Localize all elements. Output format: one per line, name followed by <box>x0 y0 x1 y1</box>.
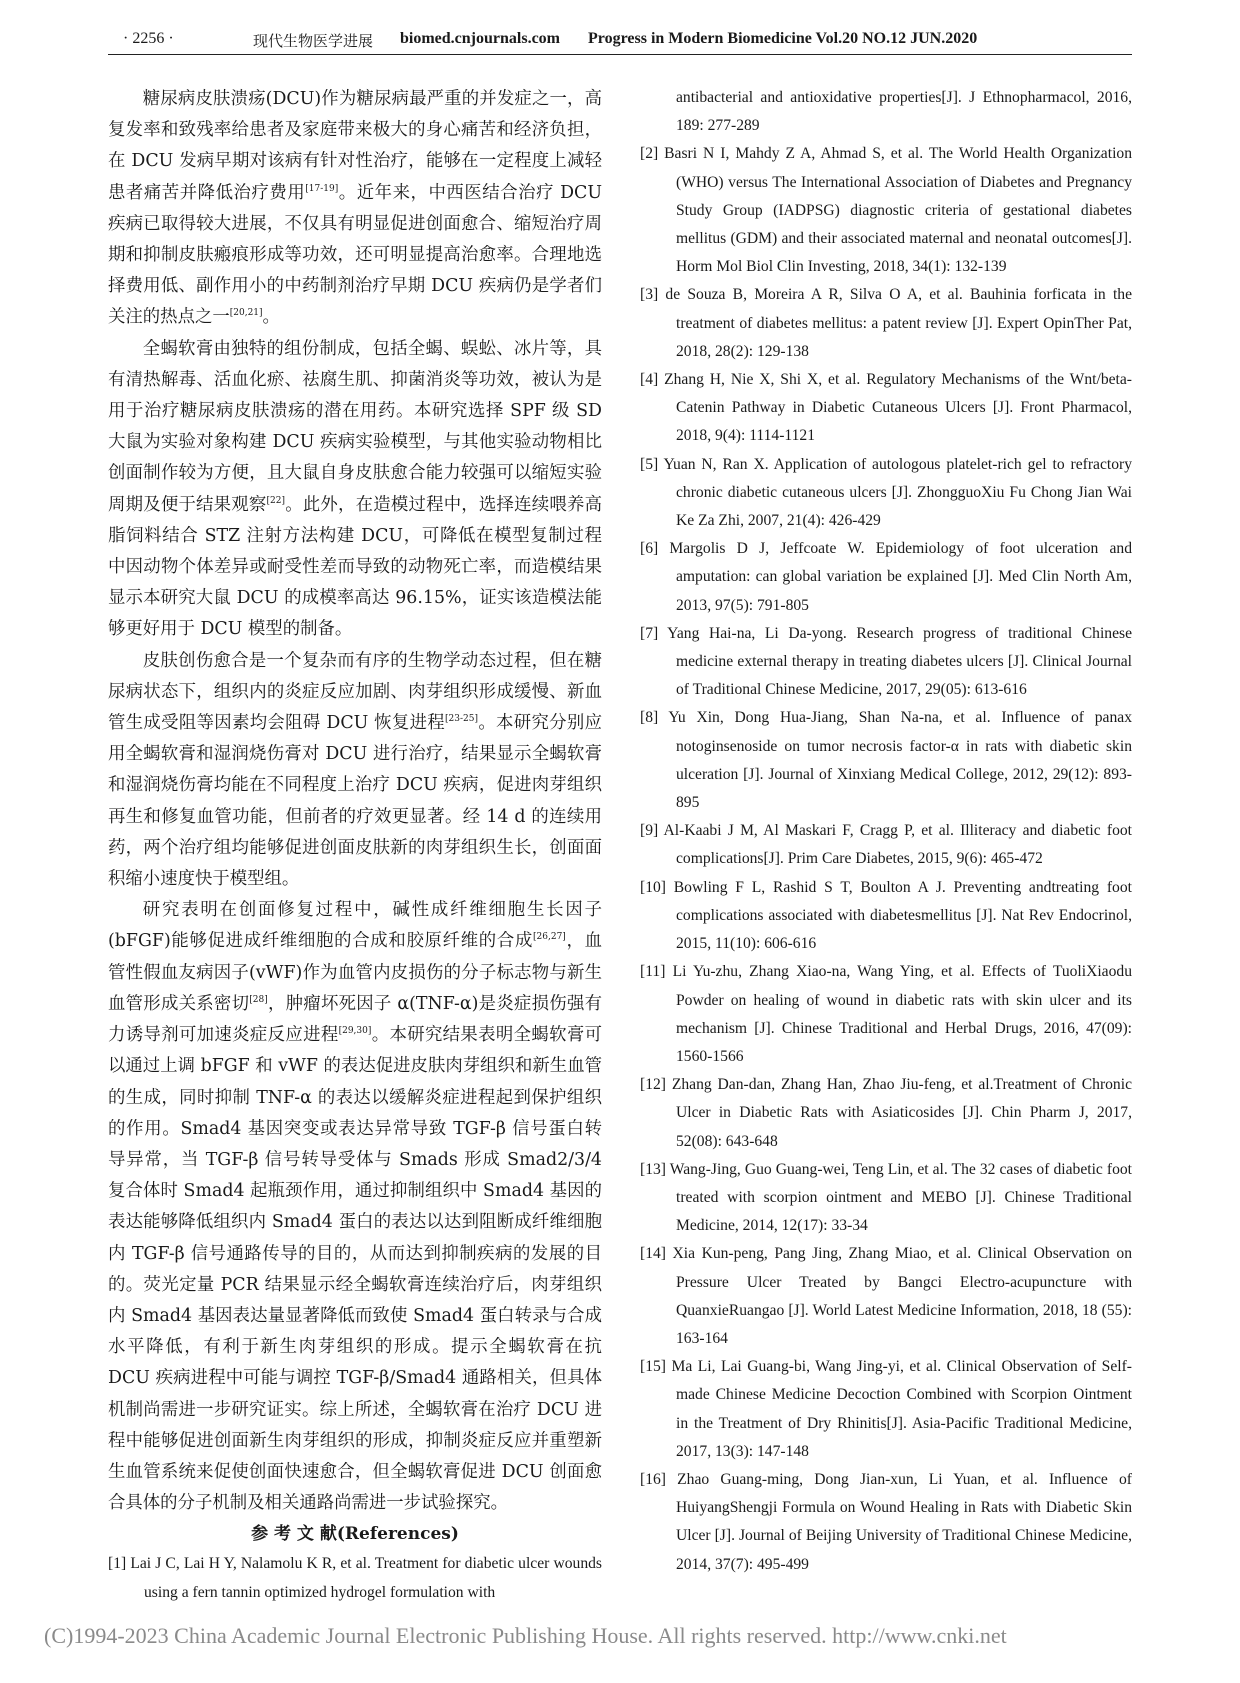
reference-item: [15] Ma Li, Lai Guang-bi, Wang Jing-yi, et al. Clinical Observation of Self-made Chinese Medicine Decoction Combined with Scorpion Ointment in the Treatment of Dry Rhinitis[J]. Asia-Pacific Traditional Medicine, 2017, 13(3): 147-148 <box>640 1358 1132 1460</box>
citation[interactable]: [17-19] <box>305 183 339 194</box>
reference-item: [7] Yang Hai-na, Li Da-yong. Research progress of traditional Chinese medicine external therapy in treating diabetes ulcers [J]. Clinical Journal of Traditional Chinese Medicine, 2017, 29(05): 613-616 <box>640 624 1132 699</box>
reference-item: [4] Zhang H, Nie X, Shi X, et al. Regulatory Mechanisms of the Wnt/beta-Catenin Pathway in Diabetic Cutaneous Ulcers [J]. Front Pharmacol, 2018, 9(4): 1114-1121 <box>640 371 1132 445</box>
reference-item: [5] Yuan N, Ran X. Application of autologous platelet-rich gel to refractory chronic diabetic cutaneous ulcers [J]. ZhongguoXiu Fu Chong Jian Wai Ke Za Zhi, 2007, 21(4): 426-429 <box>640 455 1132 530</box>
discussion-paragraph-3: 皮肤创伤愈合是一个复杂而有序的生物学动态过程，但在糖尿病状态下，组织内的炎症反应加剧、肉芽组织形成缓慢、新血管生成受阻等因素均会阻碍 DCU 恢复进程[23-25]。本研究分别应用全蝎软膏和湿润烧伤膏对 DCU 进行治疗，结果显示全蝎软膏和湿润烧伤膏均能在不同程度上治疗 DCU 疾病，促进肉芽组织再生和修复血管功能，但前者的疗效更显著。经 14 d 的连续用药，两个治疗组均能够促进创面皮肤新的肉芽组织生长，创面面积缩小速度快于模型组。 <box>108 650 602 890</box>
citation[interactable]: [29,30] <box>338 1026 372 1037</box>
copyright-footer: (C)1994-2023 China Academic Journal Electronic Publishing House. All rights reserved. http://www.cnki.net <box>44 1623 1007 1648</box>
citation[interactable]: [22] <box>266 495 285 506</box>
journal-website: biomed.cnjournals.com <box>400 30 560 47</box>
discussion-paragraph-2: 全蝎软膏由独特的组份制成，包括全蝎、蜈蚣、冰片等，具有清热解毒、活血化瘀、祛腐生肌、抑菌消炎等功效，被认为是用于治疗糖尿病皮肤溃疡的潜在用药。本研究选择 SPF 级 SD 大鼠为实验对象构建 DCU 疾病实验模型，与其他实验动物相比创面制作较为方便，且大鼠自身皮肤愈合能力较强可以缩短实验周期及便于结果观察[22]。此外，在造模过程中，选择连续喂养高脂饲料结合 STZ 注射方法构建 DCU，可降低在模型复制过程中因动物个体差异或耐受性差而导致的动物死亡率，而造模结果显示本研究大鼠 DCU 的成模率高达 96.15%，证实该造模法能够更好用于 DCU 模型的制备。 <box>108 338 602 640</box>
page-number: · 2256 · <box>123 30 174 47</box>
reference-item: [9] Al-Kaabi J M, Al Maskari F, Cragg P, et al. Illiteracy and diabetic foot complications[J]. Prim Care Diabetes, 2015, 9(6): 465-472 <box>640 822 1132 868</box>
reference-item: [14] Xia Kun-peng, Pang Jing, Zhang Miao, et al. Clinical Observation on Pressure Ulcer Treated by Bangci Electro-acupuncture with QuanxieRuangao [J]. World Latest Medicine Information, 2018, 18 (55): 163-164 <box>640 1245 1132 1347</box>
reference-item: [1] Lai J C, Lai H Y, Nalamolu K R, et al. Treatment for diabetic ulcer wounds using a fern tannin optimized hydrogel formulation with <box>108 1555 602 1601</box>
reference-item: [8] Yu Xin, Dong Hua-Jiang, Shan Na-na, et al. Influence of panax notoginsenoside on tumor necrosis factor-α in rats with diabetic skin ulceration [J]. Journal of Xinxiang Medical College, 2012, 29(12): 893-895 <box>640 709 1132 812</box>
reference-item: [16] Zhao Guang-ming, Dong Jian-xun, Li Yuan, et al. Influence of HuiyangShengji Formula on Wound Healing in Rats with Diabetic Skin Ulcer [J]. Journal of Beijing University of Traditional Chinese Medicine, 2014, 37(7): 495-499 <box>640 1470 1132 1573</box>
running-header <box>108 24 1132 55</box>
reference-item: [2] Basri N I, Mahdy Z A, Ahmad S, et al. The World Health Organization (WHO) versus The International Association of Diabetes and Pregnancy Study Group (IADPSG) diagnostic criteria of gestational diabetes mellitus (GDM) and their associated maternal and neonatal outcomes[J]. Horm Mol Biol Clin Investing, 2018, 34(1): 132-139 <box>640 145 1132 276</box>
citation[interactable]: [28] <box>249 995 268 1006</box>
citation[interactable]: [23-25] <box>445 714 478 725</box>
reference-item-continued: antibacterial and antioxidative properties[J]. J Ethnopharmacol, 2016, 189: 277-289 <box>676 89 1132 135</box>
citation[interactable]: [20,21] <box>229 308 263 319</box>
references-heading: 参 考 文 献(References) <box>251 1524 459 1545</box>
discussion-paragraph-1: 糖尿病皮肤溃疡(DCU)作为糖尿病最严重的并发症之一，高复发率和致残率给患者及家庭带来极大的身心痛苦和经济负担，在 DCU 发病早期对该病有针对性治疗，能够在一定程度上减轻患者痛苦并降低治疗费用[17-19]。近年来，中西医结合治疗 DCU 疾病已取得较大进展，不仅具有明显促进创面愈合、缩短治疗周期和抑制皮肤瘢痕形成等功效，还可明显提高治愈率。合理地选择费用低、副作用小的中药制剂治疗早期 DCU 疾病仍是学者们关注的热点之一[20,21]。 <box>108 89 602 328</box>
reference-item: [6] Margolis D J, Jeffcoate W. Epidemiology of foot ulceration and amputation: can global variation be explained [J]. Med Clin North Am, 2013, 97(5): 791-805 <box>640 540 1132 614</box>
reference-item: [11] Li Yu-zhu, Zhang Xiao-na, Wang Ying, et al. Effects of TuoliXiaodu Powder on healing of wound in diabetic rats with skin ulcer and its mechanism [J]. Chinese Traditional and Herbal Drugs, 2016, 47(09): 1560-1566 <box>640 963 1132 1065</box>
right-column <box>640 84 1132 1579</box>
reference-item: [3] de Souza B, Moreira A R, Silva O A, et al. Bauhinia forficata in the treatment of diabetes mellitus: a patent review [J]. Expert OpinTher Pat, 2018, 28(2): 129-138 <box>640 286 1132 360</box>
discussion-paragraph-4: 研究表明在创面修复过程中，碱性成纤维细胞生长因子(bFGF)能够促进成纤维细胞的合成和胶原纤维的合成[26,27]，血管性假血友病因子(vWF)作为血管内皮损伤的分子标志物与新生血管形成关系密切[28]，肿瘤坏死因子 α(TNF-α)是炎症损伤强有力诱导剂可加速炎症反应进程[29,30]。本研究结果表明全蝎软膏可以通过上调 bFGF 和 vWF 的表达促进皮肤肉芽组织和新生血管的生成，同时抑制 TNF-α 的表达以缓解炎症进程起到保护组织的作用。Smad4 基因突变或表达异常导致 TGF-β 信号蛋白转导异常，当 TGF-β 信号转导受体与 Smads 形成 Smad2/3/4 复合体时 Smad4 起瓶颈作用，通过抑制组织中 Smad4 基因的表达能够降低组织内 Smad4 蛋白的表达以达到阻断成纤维细胞内 TGF-β 信号通路传导的目的，从而达到抑制疾病的发展的目的。荧光定量 PCR 结果显示经全蝎软膏连续治疗后，肉芽组织内 Smad4 基因表达量显著降低而致使 Smad4 蛋白转录与合成水平降低，有利于新生肉芽组织的形成。提示全蝎软膏在抗 DCU 疾病进程中可能与调控 TGF-β/Smad4 通路相关，但具体机制尚需进一步研究证实。综上所述，全蝎软膏在治疗 DCU 进程中能够促进创面新生肉芽组织的形成，抑制炎症反应并重塑新生血管系统来促使创面快速愈合，但全蝎软膏促进 DCU 创面愈合具体的分子机制及相关通路尚需进一步试验探究。 <box>108 900 602 1514</box>
reference-item: [13] Wang-Jing, Guo Guang-wei, Teng Lin, et al. The 32 cases of diabetic foot treated with scorpion ointment and MEBO [J]. Chinese Traditional Medicine, 2014, 12(17): 33-34 <box>640 1160 1132 1235</box>
reference-item: [10] Bowling F L, Rashid S T, Boulton A J. Preventing andtreating foot complications associated with diabetesmellitus [J]. Nat Rev Endocrinol, 2015, 11(10): 606-616 <box>640 878 1132 953</box>
journal-name-cn: 现代生物医学进展 <box>253 32 374 50</box>
reference-item: [12] Zhang Dan-dan, Zhang Han, Zhao Jiu-feng, et al.Treatment of Chronic Ulcer in Diabetic Rats with Asiaticosides [J]. Chin Pharm J, 2017, 52(08): 643-648 <box>640 1076 1132 1150</box>
citation[interactable]: [26,27] <box>533 932 566 943</box>
journal-issue-info: Progress in Modern Biomedicine Vol.20 NO.12 JUN.2020 <box>588 30 978 47</box>
left-column <box>108 84 602 1607</box>
